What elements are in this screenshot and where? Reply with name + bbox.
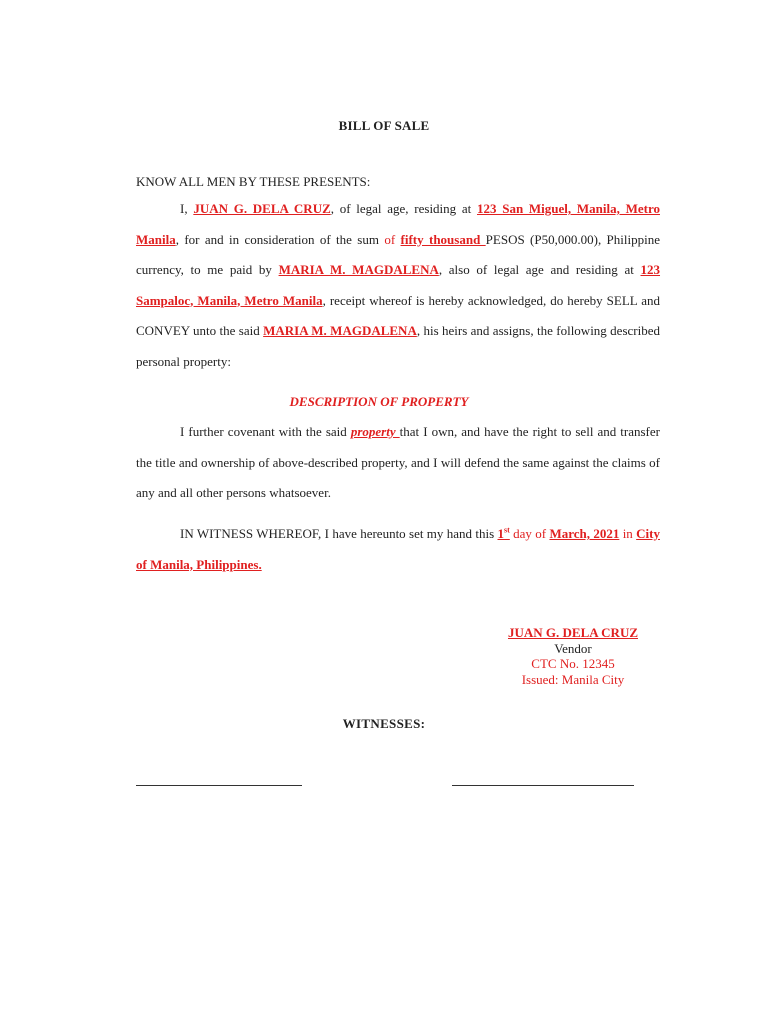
signatory-name: JUAN G. DELA CRUZ <box>507 625 638 640</box>
amount-words: fifty thousand <box>400 231 486 247</box>
day-number <box>498 526 510 541</box>
witnesses-label: WITNESSES: <box>342 716 426 731</box>
in-word: in <box>619 526 637 541</box>
text-run: , of legal age, residing at <box>330 201 477 216</box>
vendee-name: MARIA M. MAGDALENA <box>278 262 439 277</box>
witness-signature-line-1 <box>136 785 302 786</box>
witness-signature-line-2 <box>452 785 634 786</box>
issued-place: Issued: Manila City <box>521 671 625 687</box>
text-run: I further covenant with the said <box>180 424 351 439</box>
text-run: , also of legal age and residing at <box>438 262 641 277</box>
vendee-address: 123 Sampaloc, Manila, Metro Manila <box>136 262 661 308</box>
day-suffix: st <box>504 525 510 535</box>
month-year: March, 2021 <box>549 526 620 541</box>
text-run: I, <box>180 201 194 216</box>
vendor-name: JUAN G. DELA CRUZ <box>193 201 331 216</box>
text-run: that I own, and have the right to sell and transfer the title and ownership of above-described property, and I will defend the same against the claims of any and all other persons whatsoever. <box>136 424 660 500</box>
vendor-address: 123 San Miguel, Manila, Metro Manila <box>136 201 660 247</box>
signature-block <box>468 625 678 687</box>
signatory-role: Vendor <box>554 640 592 656</box>
text-run: , receipt whereof is hereby acknowledged, do hereby SELL and CONVEY unto the said <box>136 292 660 338</box>
text-run: , for and in consideration of the sum <box>175 231 385 247</box>
place: City of Manila, Philippines. <box>136 526 660 572</box>
document-title: BILL OF SALE <box>338 118 430 133</box>
property-word: property <box>350 424 400 439</box>
paragraph-covenant <box>136 417 660 509</box>
paragraph-witness <box>136 519 660 580</box>
description-heading: DESCRIPTION OF PROPERTY <box>289 394 469 409</box>
text-run: IN WITNESS WHEREOF, I have hereunto set my hand this <box>180 526 498 541</box>
day-digit: 1 <box>497 526 505 541</box>
vendee-name-repeat: MARIA M. MAGDALENA <box>263 323 417 338</box>
text-run: PESOS (P50,000.00), Philippine currency, to me paid by <box>136 231 660 277</box>
text-run: , his heirs and assigns, the following described personal property: <box>136 323 660 369</box>
ctc-number: CTC No. 12345 <box>531 656 615 671</box>
of-word: of <box>384 231 401 247</box>
day-text: day of <box>509 526 550 541</box>
salutation: KNOW ALL MEN BY THESE PRESENTS: <box>136 174 371 189</box>
paragraph-consideration <box>136 194 660 377</box>
